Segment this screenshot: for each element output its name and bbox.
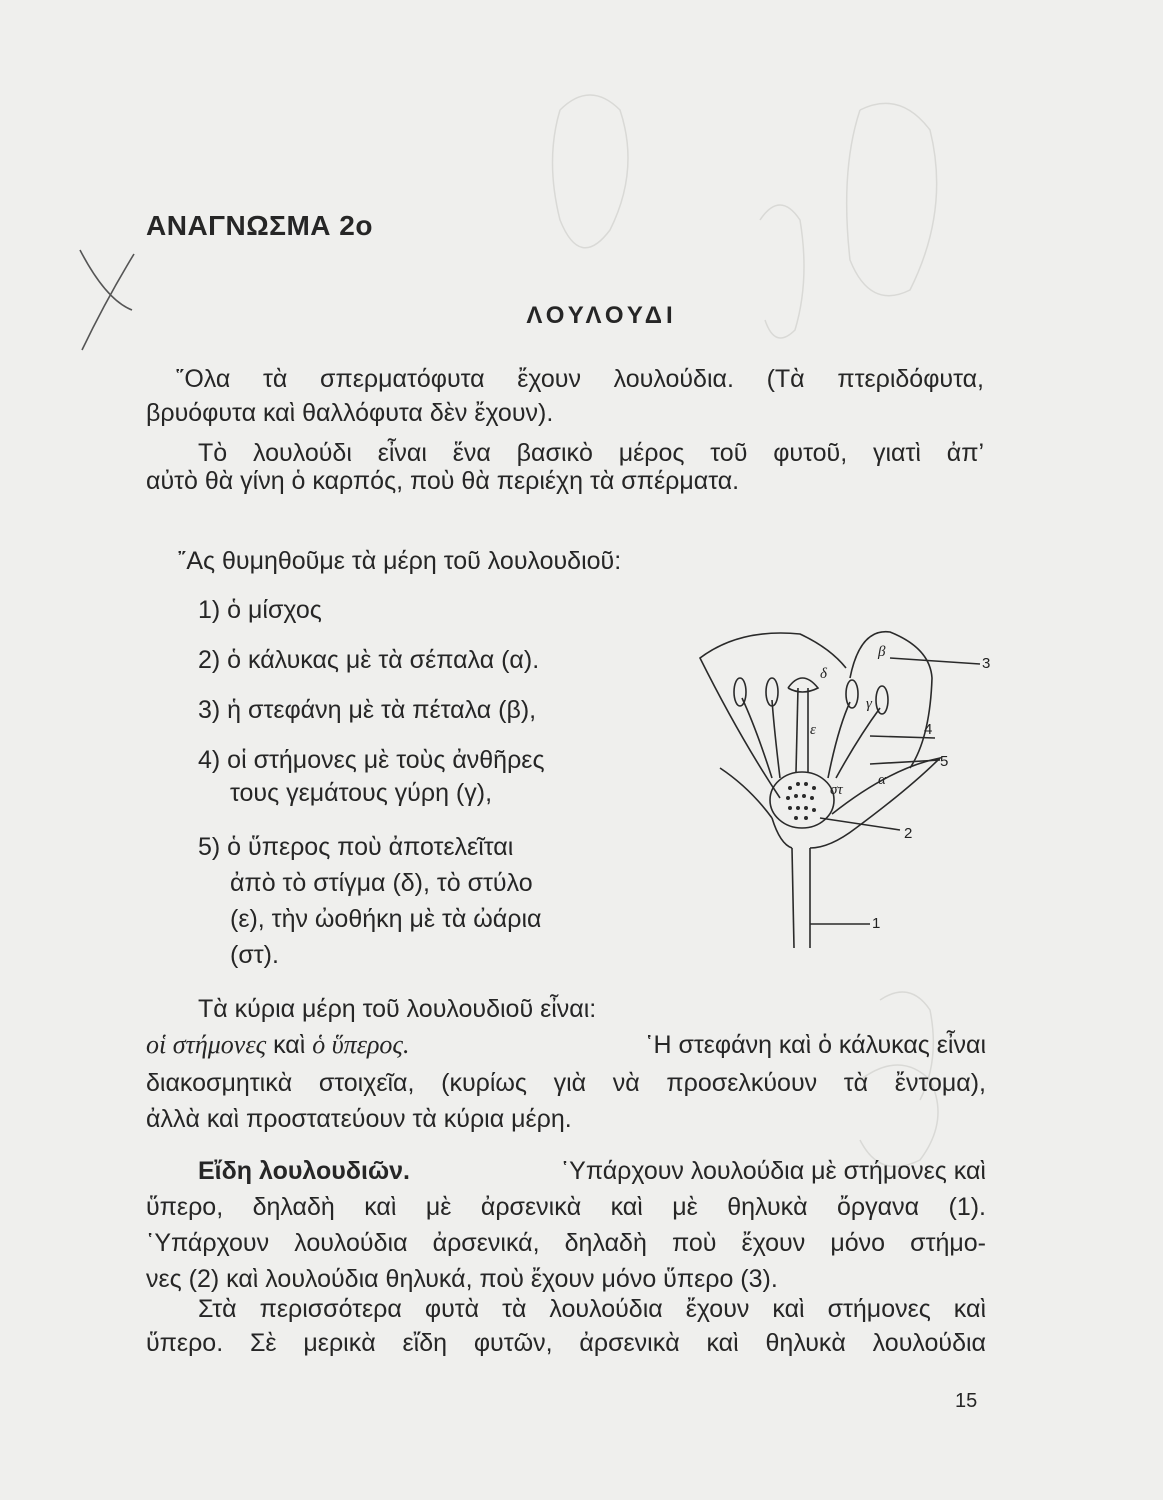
part-item-5-cont-2: (ε), τὴν ὠοθήκη μὲ τὰ ὠάρια <box>230 905 542 933</box>
handwritten-x-mark <box>76 240 146 360</box>
part-item-1: 1) ὁ μίσχος <box>198 596 322 624</box>
parts-intro: ῎Ας θυμηθοῦμε τὰ μέρη τοῦ λουλουδιοῦ: <box>178 547 622 575</box>
intro-line-4: αὐτὸ θὰ γίνη ὁ καρπός, ποὺ θὰ περιέχη τὰ σπέρματα. <box>146 467 740 495</box>
italic-pistil: ὁ ὕπερος. <box>312 1030 410 1059</box>
part-item-4-cont: τους γεμάτους γύρη (γ), <box>230 779 493 807</box>
figure-number-5: 5 <box>940 753 949 770</box>
italic-stamens: οἱ στήμονες <box>146 1030 267 1059</box>
main-parts-line-2-rest: ῾Η στεφάνη καὶ ὁ κάλυκας εἶναι <box>645 1031 986 1059</box>
figure-label-delta: δ <box>820 666 827 682</box>
types-line-2: ὕπερο, δηλαδὴ καὶ μὲ ἀρσενικὰ καὶ μὲ θηλυκὰ ὄργανα (1). <box>146 1193 986 1221</box>
types-line-1-rest: ῾Υπάρχουν λουλούδια μὲ στήμονες καὶ <box>560 1157 986 1185</box>
word-and: καὶ <box>273 1031 306 1059</box>
reading-heading: ΑΝΑΓΝΩΣΜΑ 2ο <box>146 210 373 241</box>
part-item-5: 5) ὁ ὕπερος ποὺ ἀποτελεῖται <box>198 833 514 861</box>
main-parts-line-1: Τὰ κύρια μέρη τοῦ λουλουδιοῦ εἶναι: <box>198 995 597 1023</box>
figure-label-epsilon: ε <box>810 722 816 738</box>
types-line-6: ὕπερο. Σὲ μερικὰ εἴδη φυτῶν, ἀρσενικὰ καὶ θηλυκὰ λουλούδια <box>146 1329 986 1357</box>
part-item-2: 2) ὁ κάλυκας μὲ τὰ σέπαλα (α). <box>198 646 540 674</box>
figure-number-4: 4 <box>924 721 933 738</box>
figure-label-st: στ <box>830 782 843 798</box>
types-label: Εἴδη λουλουδιῶν. <box>198 1157 410 1185</box>
main-parts-line-4: ἀλλὰ καὶ προστατεύουν τὰ κύρια μέρη. <box>146 1105 572 1133</box>
types-line-3: ῾Υπάρχουν λουλούδια ἀρσενικά, δηλαδὴ ποὺ ἔχουν μόνο στήμο- <box>146 1229 986 1257</box>
figure-number-1: 1 <box>872 915 881 932</box>
figure-number-3: 3 <box>982 655 991 672</box>
types-line-5: Στὰ περισσότερα φυτὰ τὰ λουλούδια ἔχουν καὶ στήμονες καὶ <box>198 1295 986 1323</box>
part-item-5-cont-3: (στ). <box>230 941 279 969</box>
figure-label-alpha: α <box>878 772 886 788</box>
types-line-4: νες (2) καὶ λουλούδια θηλυκά, ποὺ ἔχουν μόνο ὕπερο (3). <box>146 1265 778 1293</box>
part-item-5-cont-1: ἀπὸ τὸ στίγμα (δ), τὸ στύλο <box>230 869 533 897</box>
part-item-3: 3) ἡ στεφάνη μὲ τὰ πέταλα (β), <box>198 696 537 724</box>
main-parts-line-3: διακοσμητικὰ στοιχεῖα, (κυρίως γιὰ νὰ προσελκύουν τὰ ἔντομα), <box>146 1069 986 1097</box>
intro-line-3: Τὸ λουλούδι εἶναι ἕνα βασικὸ μέρος τοῦ φυτοῦ, γιατὶ ἀπ’ <box>198 439 984 467</box>
types-line-1 <box>198 1156 986 1186</box>
part-item-4: 4) οἱ στήμονες μὲ τοὺς ἀνθῆρες <box>198 746 545 774</box>
intro-line-1: ῞Ολα τὰ σπερματόφυτα ἔχουν λουλούδια. (Τὰ πτεριδόφυτα, <box>176 365 984 393</box>
figure-number-2: 2 <box>904 825 913 842</box>
flower-diagram <box>660 618 1000 958</box>
main-parts-line-2 <box>146 1030 986 1060</box>
page-number: 15 <box>955 1390 978 1412</box>
page-title: ΛΟΥΛΟΥΔΙ <box>526 302 677 329</box>
figure-label-beta: β <box>878 644 886 660</box>
figure-label-gamma: γ <box>866 696 872 712</box>
intro-line-2: βρυόφυτα καὶ θαλλόφυτα δὲν ἔχουν). <box>146 399 554 427</box>
